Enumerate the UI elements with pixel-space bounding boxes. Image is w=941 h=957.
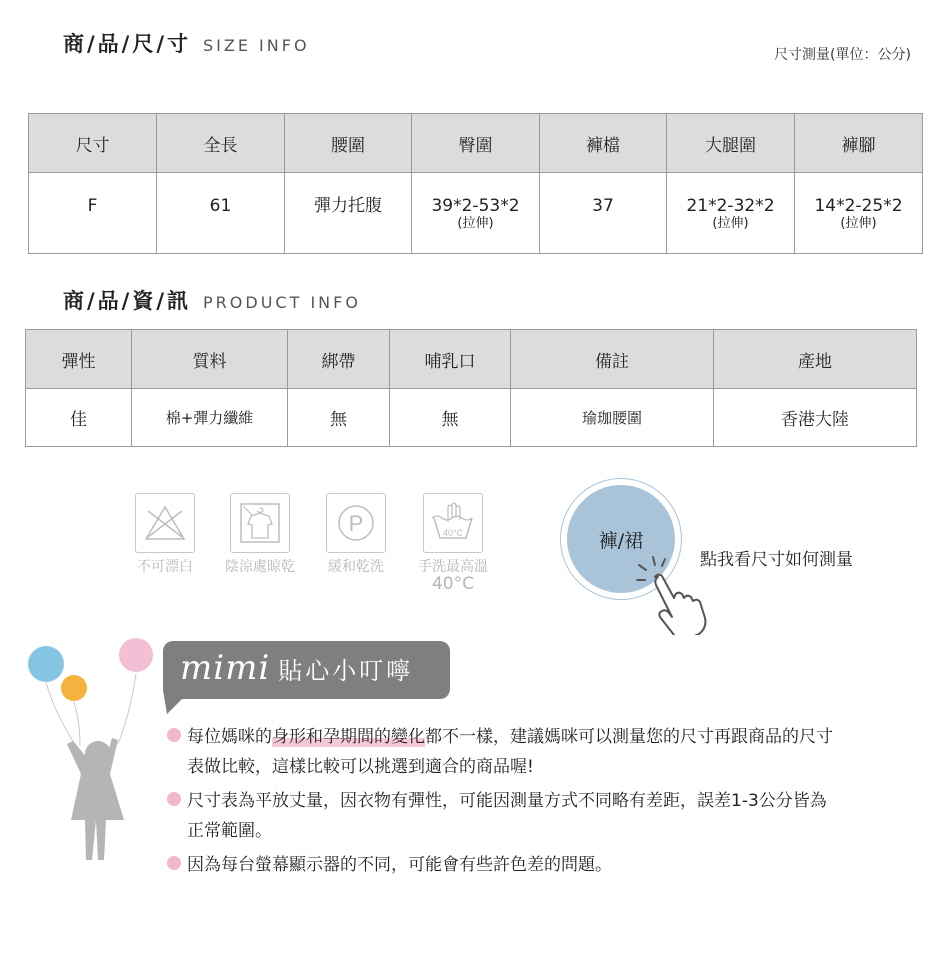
girl-silhouette [67,738,124,860]
size-table [28,113,923,254]
product-cell-origin: 香港大陸 [714,389,917,447]
svg-text:P: P [348,511,364,536]
care-label-hand-wash-temp: 40°C [431,574,474,594]
balloon-pink [119,638,153,672]
size-title-en: SIZE INFO [203,36,310,55]
product-header-material: 質料 [132,330,288,389]
measure-guide-link[interactable]: 點我看尺寸如何測量 [700,550,853,570]
balloon-yellow [61,675,87,701]
tip-item-3: 因為每台螢幕顯示器的不同，可能會有些許色差的問題。 [167,850,907,880]
tips-title [180,648,413,688]
product-header-origin: 產地 [714,330,917,389]
size-cell-thigh: 21*2-32*2 (拉伸) [667,173,795,254]
product-title-en: PRODUCT INFO [203,293,361,312]
tip-highlight: 身形和孕期間的變化 [272,727,425,747]
measure-circle-label[interactable]: 褲/裙 [567,485,675,593]
product-cell-nursing: 無 [390,389,511,447]
dry-clean-icon [326,493,386,553]
care-hand-wash [420,493,486,593]
tip-item-2: 尺寸表為平放丈量，因衣物有彈性，可能因測量方式不同略有差距，誤差1-3公分皆為 正常範圍。 [167,786,907,846]
tip-bullet [167,856,181,870]
product-header-row [26,330,917,389]
size-header-hem: 褲腳 [795,114,923,173]
product-cell-remarks: 瑜珈腰圍 [511,389,714,447]
product-data-row [26,389,917,447]
size-cell-crotch: 37 [540,173,667,254]
product-cell-material: 棉+彈力纖維 [132,389,288,447]
product-section-title [63,285,361,315]
product-title-zh: 商/品/資/訊 [63,289,192,313]
bubble-tail [163,690,193,716]
tips-title-text: 貼心小叮嚀 [278,657,414,685]
care-label-hand-wash: 手洗最高溫 [418,559,488,575]
product-table [25,329,917,447]
product-header-strap: 綁帶 [288,330,390,389]
size-section-title [63,28,310,58]
size-header-size: 尺寸 [29,114,157,173]
tip-bullet [167,728,181,742]
hand-wash-temp: 40°C [442,528,464,538]
product-cell-strap: 無 [288,389,390,447]
stretch-note: (拉伸) [840,215,877,231]
shade-dry-icon [230,493,290,553]
tip-bullet [167,792,181,806]
care-no-bleach [132,493,198,576]
balloon-girl-illustration [24,630,164,886]
hand-wash-icon [423,493,483,553]
size-header-row [29,114,923,173]
product-cell-elasticity: 佳 [26,389,132,447]
care-label-shade-dry: 陰涼處晾乾 [225,559,295,575]
product-header-nursing: 哺乳口 [390,330,511,389]
size-header-hip: 臀圍 [412,114,540,173]
size-header-length: 全長 [157,114,285,173]
size-cell-size: F [29,173,157,254]
stretch-note: (拉伸) [457,215,494,231]
care-shade-dry [227,493,293,576]
product-header-elasticity: 彈性 [26,330,132,389]
size-header-thigh: 大腿圍 [667,114,795,173]
no-bleach-icon [135,493,195,553]
unit-note: 尺寸測量(單位：公分) [774,47,911,63]
stretch-note: (拉伸) [712,215,749,231]
tips-brand: mimi [180,648,271,688]
tip-item-1: 每位媽咪的身形和孕期間的變化都不一樣，建議媽咪可以測量您的尺寸再跟商品的尺寸 表做比較，這樣比較可以挑選到適合的商品喔! [167,722,907,782]
product-header-remarks: 備註 [511,330,714,389]
size-header-crotch: 褲檔 [540,114,667,173]
care-label-dry-clean: 緩和乾洗 [328,559,384,575]
size-cell-length: 61 [157,173,285,254]
care-dry-clean [323,493,389,576]
size-data-row [29,173,923,254]
care-label-no-bleach: 不可漂白 [137,559,193,575]
size-cell-hip: 39*2-53*2 (拉伸) [412,173,540,254]
size-title-zh: 商/品/尺/寸 [63,32,192,56]
balloon-blue [28,646,64,682]
size-header-waist: 腰圍 [285,114,412,173]
size-cell-hem: 14*2-25*2 (拉伸) [795,173,923,254]
size-cell-waist: 彈力托腹 [285,173,412,254]
